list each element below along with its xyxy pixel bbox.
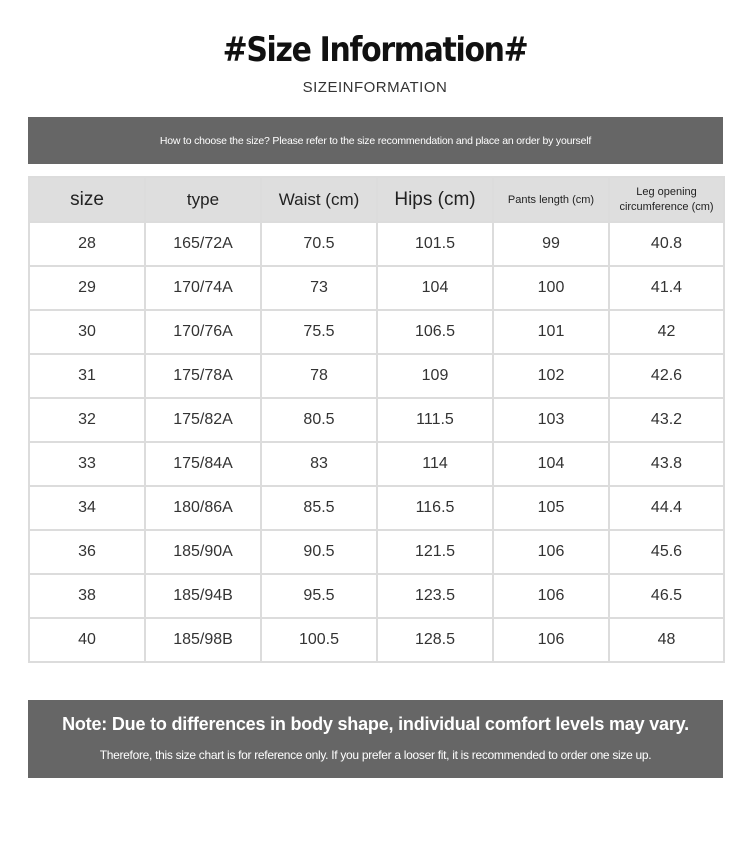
instruction-text: How to choose the size? Please refer to the size recommendation and place an order by yourself [159,134,592,147]
cell-type: 185/90A [145,530,261,574]
cell-type: 185/94B [145,574,261,618]
note-box [28,700,723,778]
cell-type: 175/82A [145,398,261,442]
cell-waist: 85.5 [261,486,377,530]
cell-leg-opening: 46.5 [609,574,724,618]
cell-leg-opening: 43.8 [609,442,724,486]
cell-pants-length: 102 [493,354,609,398]
cell-waist: 75.5 [261,310,377,354]
cell-pants-length: 105 [493,486,609,530]
cell-size: 38 [29,574,145,618]
cell-leg-opening: 44.4 [609,486,724,530]
table-row [29,222,724,266]
cell-hips: 121.5 [377,530,493,574]
note-detail: Therefore, this size chart is for reference only. If you prefer a looser fit, it is recommended to order one size up. [99,748,652,762]
cell-size: 40 [29,618,145,662]
cell-waist: 78 [261,354,377,398]
cell-hips: 128.5 [377,618,493,662]
table-row [29,486,724,530]
cell-type: 170/76A [145,310,261,354]
cell-size: 30 [29,310,145,354]
table-header-row [29,177,724,222]
cell-leg-opening: 42 [609,310,724,354]
table-row [29,266,724,310]
table-row [29,574,724,618]
cell-pants-length: 106 [493,530,609,574]
cell-hips: 101.5 [377,222,493,266]
cell-hips: 116.5 [377,486,493,530]
column-header-leg-opening: Leg opening circumference (cm) [609,177,724,222]
cell-waist: 95.5 [261,574,377,618]
column-header-hips: Hips (cm) [377,177,493,222]
cell-size: 29 [29,266,145,310]
cell-size: 31 [29,354,145,398]
table-row [29,398,724,442]
cell-waist: 70.5 [261,222,377,266]
cell-pants-length: 103 [493,398,609,442]
table-row [29,354,724,398]
cell-leg-opening: 40.8 [609,222,724,266]
cell-leg-opening: 45.6 [609,530,724,574]
table-row [29,442,724,486]
page-title: #Size Information# [222,30,528,70]
cell-leg-opening: 41.4 [609,266,724,310]
cell-size: 33 [29,442,145,486]
cell-hips: 104 [377,266,493,310]
cell-size: 36 [29,530,145,574]
cell-waist: 83 [261,442,377,486]
instruction-banner [28,117,723,164]
cell-pants-length: 104 [493,442,609,486]
cell-leg-opening: 43.2 [609,398,724,442]
cell-waist: 100.5 [261,618,377,662]
cell-leg-opening: 48 [609,618,724,662]
column-header-pants-length: Pants length (cm) [493,177,609,222]
table-row [29,530,724,574]
cell-waist: 80.5 [261,398,377,442]
cell-pants-length: 100 [493,266,609,310]
column-header-waist: Waist (cm) [261,177,377,222]
page-subtitle: SIZEINFORMATION [302,79,448,96]
column-header-type: type [145,177,261,222]
cell-pants-length: 101 [493,310,609,354]
cell-type: 175/78A [145,354,261,398]
cell-type: 185/98B [145,618,261,662]
cell-hips: 123.5 [377,574,493,618]
cell-leg-opening: 42.6 [609,354,724,398]
cell-type: 170/74A [145,266,261,310]
cell-waist: 90.5 [261,530,377,574]
cell-hips: 109 [377,354,493,398]
column-header-size: size [29,177,145,222]
cell-pants-length: 106 [493,574,609,618]
table-row [29,618,724,662]
cell-size: 34 [29,486,145,530]
cell-type: 165/72A [145,222,261,266]
cell-pants-length: 106 [493,618,609,662]
cell-size: 32 [29,398,145,442]
note-headline: Note: Due to differences in body shape, individual comfort levels may vary. [62,714,689,734]
cell-size: 28 [29,222,145,266]
size-table [28,176,725,663]
cell-hips: 111.5 [377,398,493,442]
cell-pants-length: 99 [493,222,609,266]
table-row [29,310,724,354]
cell-type: 180/86A [145,486,261,530]
cell-hips: 114 [377,442,493,486]
cell-waist: 73 [261,266,377,310]
cell-hips: 106.5 [377,310,493,354]
cell-type: 175/84A [145,442,261,486]
